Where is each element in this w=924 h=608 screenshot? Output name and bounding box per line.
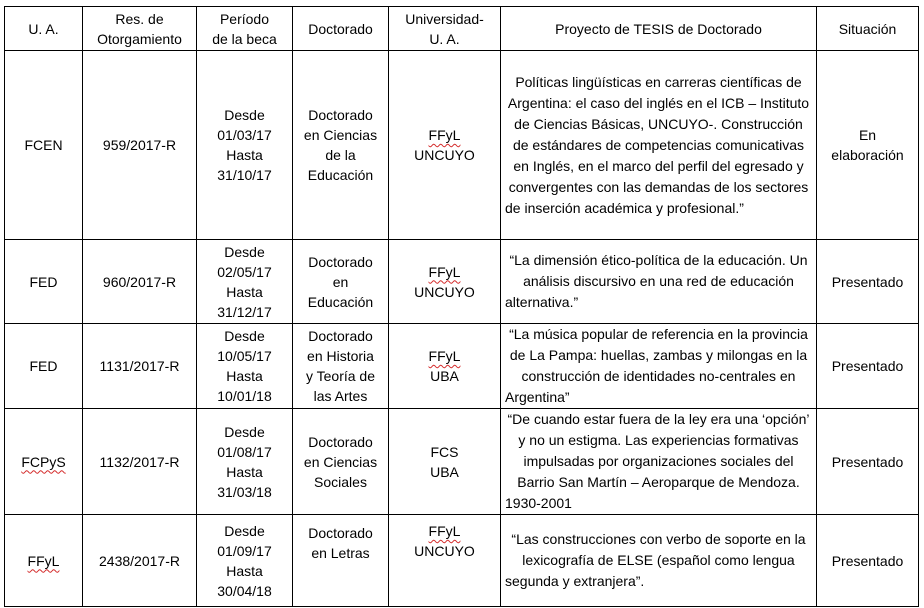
- header-doctorado: Doctorado: [293, 7, 389, 51]
- cell-doctorado: Doctorado en Ciencias Sociales: [293, 409, 389, 515]
- header-periodo: Período de la beca: [197, 7, 293, 51]
- cell-universidad: FFyL UNCUYO: [389, 51, 501, 240]
- cell-doctorado: Doctorado en Educación: [293, 240, 389, 324]
- header-proyecto: Proyecto de TESIS de Doctorado: [501, 7, 817, 51]
- table-row: [5, 324, 919, 409]
- cell-resolucion: 959/2017-R: [83, 51, 197, 240]
- cell-ua: FCPyS: [5, 409, 83, 515]
- cell-tesis: “Las construcciones con verbo de soporte en la lexicografía de ELSE (español como lengua segunda y extranjera”.: [501, 515, 817, 607]
- cell-resolucion: 1131/2017-R: [83, 324, 197, 409]
- header-ua: U. A.: [5, 7, 83, 51]
- cell-universidad: FFyL UNCUYO: [389, 515, 501, 607]
- cell-periodo: Desde 01/08/17 Hasta 31/03/18: [197, 409, 293, 515]
- header-universidad: Universidad- U. A.: [389, 7, 501, 51]
- header-situacion: Situación: [817, 7, 919, 51]
- cell-ua: FCEN: [5, 51, 83, 240]
- cell-situacion: Presentado: [817, 324, 919, 409]
- cell-universidad: FFyL UBA: [389, 324, 501, 409]
- cell-doctorado: Doctorado en Historia y Teoría de las Artes: [293, 324, 389, 409]
- cell-situacion: Presentado: [817, 240, 919, 324]
- cell-doctorado: Doctorado en Ciencias de la Educación: [293, 51, 389, 240]
- cell-doctorado: Doctorado en Letras: [293, 515, 389, 607]
- table-row: [5, 51, 919, 240]
- cell-resolucion: 960/2017-R: [83, 240, 197, 324]
- becas-table: [4, 6, 919, 607]
- cell-tesis: “La música popular de referencia en la provincia de La Pampa: huellas, zambas y milongas en la construcción de identidades no-centrales en Argentina”: [501, 324, 817, 409]
- cell-ua: FED: [5, 240, 83, 324]
- cell-ua: FFyL: [5, 515, 83, 607]
- header-row: [5, 7, 919, 51]
- cell-universidad: FFyL UNCUYO: [389, 240, 501, 324]
- cell-ua: FED: [5, 324, 83, 409]
- cell-periodo: Desde 10/05/17 Hasta 10/01/18: [197, 324, 293, 409]
- cell-situacion: Presentado: [817, 515, 919, 607]
- cell-universidad: FCS UBA: [389, 409, 501, 515]
- cell-situacion: En elaboración: [817, 51, 919, 240]
- header-resolucion: Res. de Otorgamiento: [83, 7, 197, 51]
- table-row: [5, 515, 919, 607]
- cell-resolucion: 1132/2017-R: [83, 409, 197, 515]
- cell-periodo: Desde 01/03/17 Hasta 31/10/17: [197, 51, 293, 240]
- table-row: [5, 240, 919, 324]
- cell-tesis: Políticas lingüísticas en carreras científicas de Argentina: el caso del inglés en el ICB – Instituto de Ciencias Básicas, UNCUYO-. Construcción de estándares de competencias comunicativas en Inglés, en el marco del perfil del egresado y convergentes con las demandas de los sectores de inserción académica y profesional.”: [501, 51, 817, 240]
- cell-situacion: Presentado: [817, 409, 919, 515]
- cell-tesis: “De cuando estar fuera de la ley era una ‘opción’ y no un estigma. Las experiencias formativas impulsadas por organizaciones sociales del Barrio San Martín – Aeroparque de Mendoza. 1930-2001: [501, 409, 817, 515]
- cell-tesis: “La dimensión ético-política de la educación. Un análisis discursivo en una red de educación alternativa.”: [501, 240, 817, 324]
- cell-periodo: Desde 02/05/17 Hasta 31/12/17: [197, 240, 293, 324]
- cell-periodo: Desde 01/09/17 Hasta 30/04/18: [197, 515, 293, 607]
- cell-resolucion: 2438/2017-R: [83, 515, 197, 607]
- table-row: [5, 409, 919, 515]
